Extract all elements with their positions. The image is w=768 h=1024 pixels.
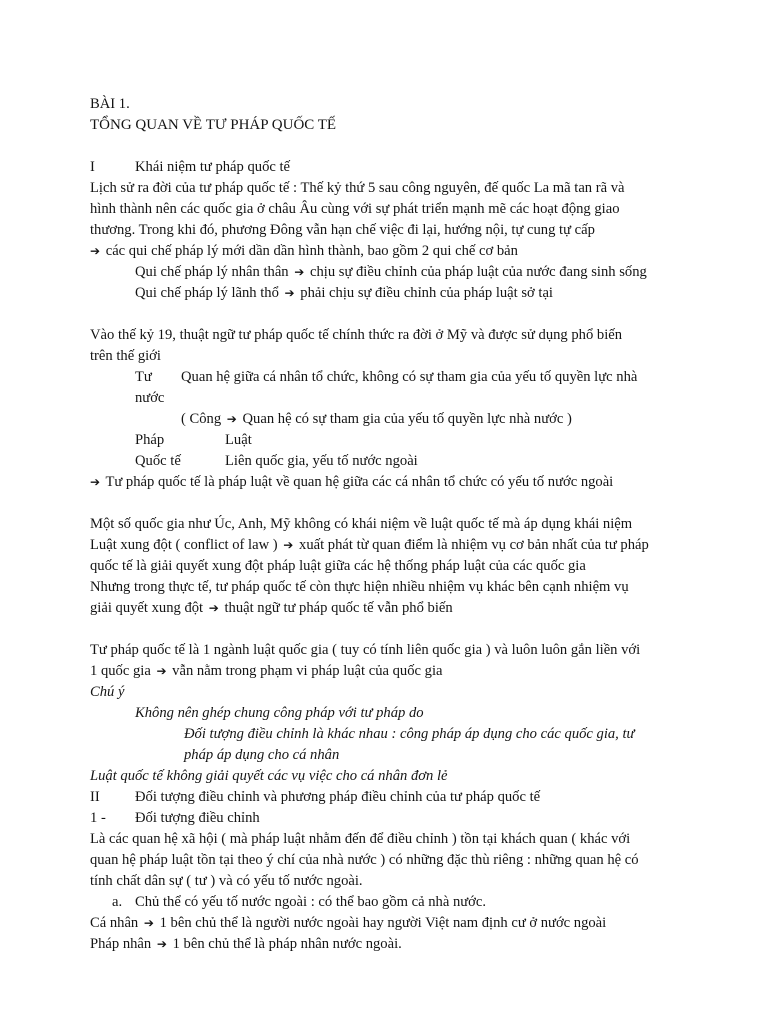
term-label: Pháp [135, 432, 165, 448]
paragraph-text: vẫn nằm trong phạm vi pháp luật của quốc gia [172, 663, 443, 679]
arrow-icon: ➔ [90, 475, 101, 489]
term-label: Tư [135, 369, 152, 385]
paragraph-text: 1 bên chủ thể là pháp nhân nước ngoài. [172, 936, 402, 952]
paragraph-text: các qui chế pháp lý mới dần dần hình thành, bao gồm 2 qui chế cơ bản [105, 243, 518, 259]
section-title: Khái niệm tư pháp quốc tế [135, 159, 291, 175]
paragraph-text: Tư pháp quốc tế là pháp luật về quan hệ giữa các cá nhân tổ chức có yếu tố nước ngoài [105, 474, 614, 490]
paragraph-line: Lịch sử ra đời của tư pháp quốc tế : Thế kỷ thứ 5 sau công nguyên, đế quốc La mã tan rã và [90, 180, 625, 196]
note-label: Chú ý [90, 684, 125, 700]
paragraph-line [90, 598, 690, 619]
paragraph-text: 1 quốc gia [90, 663, 151, 679]
paragraph-text: xuất phát từ quan điểm là nhiệm vụ cơ bản nhất của tư pháp [299, 537, 649, 553]
note-line: Không nên ghép chung công pháp với tư pháp do [135, 705, 424, 721]
section-heading-1 [90, 157, 690, 178]
section-number: I [90, 159, 95, 175]
term-note [90, 409, 690, 430]
paragraph-line: thương. Trong khi đó, phương Đông vẫn hạn chế việc đi lại, hướng nội, tự cung tự cấp [90, 222, 595, 238]
term-row [90, 367, 690, 388]
note-line: pháp áp dụng cho cá nhân [184, 747, 340, 763]
list-item-label: a. [112, 894, 123, 910]
paragraph-line [90, 283, 690, 304]
paragraph-text: Pháp nhân [90, 936, 152, 952]
paragraph-text: thuật ngữ tư pháp quốc tế vẫn phổ biến [224, 600, 453, 616]
list-item-text: Chủ thể có yếu tố nước ngoài : có thể bao gồm cả nhà nước. [135, 894, 487, 910]
arrow-icon: ➔ [284, 286, 295, 300]
term-definition: Luật [225, 432, 252, 448]
paragraph-line: Tư pháp quốc tế là 1 ngành luật quốc gia ( tuy có tính liên quốc gia ) và luôn luôn gắn liền với [90, 642, 641, 658]
paragraph-text: 1 bên chủ thể là người nước ngoài hay người Việt nam định cư ở nước ngoài [159, 915, 607, 931]
paragraph-line [90, 262, 690, 283]
note-line: Luật quốc tế không giải quyết các vụ việc cho cá nhân đơn lẻ [90, 768, 448, 784]
list-item [90, 892, 690, 913]
paragraph-text: chịu sự điều chỉnh của pháp luật của nước đang sinh sống [309, 264, 647, 280]
paragraph-line [90, 661, 690, 682]
paragraph-line: Vào thế kỷ 19, thuật ngữ tư pháp quốc tế chính thức ra đời ở Mỹ và được sử dụng phổ biến [90, 327, 623, 343]
arrow-icon: ➔ [143, 916, 154, 930]
arrow-icon: ➔ [208, 601, 219, 615]
arrow-icon: ➔ [156, 664, 167, 678]
note-line: Đối tượng điều chỉnh là khác nhau : công pháp áp dụng cho các quốc gia, tư [184, 726, 635, 742]
paragraph-text: ( Công [181, 411, 222, 427]
term-definition: Quan hệ giữa cá nhân tổ chức, không có sự tham gia của yếu tố quyền lực nhà [181, 369, 638, 385]
term-row [90, 430, 690, 451]
paragraph-line: hình thành nên các quốc gia ở châu Âu cùng với sự phát triển mạnh mẽ các hoạt động giao [90, 201, 620, 217]
section-title: Đối tượng điều chỉnh và phương pháp điều chỉnh của tư pháp quốc tế [135, 789, 541, 805]
paragraph-line: trên thế giới [90, 348, 161, 364]
paragraph-text: Qui chế pháp lý nhân thân [135, 264, 289, 280]
lesson-number: BÀI 1. [90, 96, 130, 112]
paragraph-line [90, 241, 690, 262]
paragraph-line: Là các quan hệ xã hội ( mà pháp luật nhằm đến để điều chỉnh ) tồn tại khách quan ( khác với [90, 831, 631, 847]
paragraph-line: quan hệ pháp luật tồn tại theo ý chí của nhà nước ) có những đặc thù riêng : những quan hệ có [90, 852, 639, 868]
subsection-number: 1 - [90, 810, 106, 826]
arrow-icon: ➔ [156, 937, 167, 951]
term-definition: Liên quốc gia, yếu tố nước ngoài [225, 453, 418, 469]
term-row [90, 451, 690, 472]
paragraph-line: Một số quốc gia như Úc, Anh, Mỹ không có khái niệm về luật quốc tế mà áp dụng khái niệm [90, 516, 633, 532]
section-number: II [90, 789, 100, 805]
section-heading-2 [90, 787, 690, 808]
paragraph-line: tính chất dân sự ( tư ) và có yếu tố nước ngoài. [90, 873, 363, 889]
arrow-icon: ➔ [226, 412, 237, 426]
arrow-icon: ➔ [90, 244, 101, 258]
term-definition-cont: nước [135, 390, 165, 406]
paragraph-text: Quan hệ có sự tham gia của yếu tố quyền lực nhà nước ) [242, 411, 572, 427]
paragraph-line: quốc tế là giải quyết xung đột pháp luật giữa các hệ thống pháp luật của các quốc gia [90, 558, 586, 574]
paragraph-line [90, 913, 690, 934]
page-title: TỔNG QUAN VỀ TƯ PHÁP QUỐC TẾ [90, 117, 337, 133]
paragraph-text: Cá nhân [90, 915, 139, 931]
paragraph-text: Qui chế pháp lý lãnh thổ [135, 285, 279, 301]
paragraph-line [90, 472, 690, 493]
term-label: Quốc tế [135, 453, 181, 469]
arrow-icon: ➔ [283, 538, 294, 552]
arrow-icon: ➔ [294, 265, 305, 279]
paragraph-text: phải chịu sự điều chỉnh của pháp luật sở tại [300, 285, 553, 301]
paragraph-line: Nhưng trong thực tế, tư pháp quốc tế còn thực hiện nhiều nhiệm vụ khác bên cạnh nhiệm vụ [90, 579, 629, 595]
paragraph-line [90, 934, 690, 955]
subsection-title: Đối tượng điều chỉnh [135, 810, 260, 826]
paragraph-line [90, 535, 690, 556]
paragraph-text: Luật xung đột ( conflict of law ) [90, 537, 278, 553]
paragraph-text: giải quyết xung đột [90, 600, 204, 616]
subsection-heading [90, 808, 690, 829]
document-body [90, 94, 690, 955]
